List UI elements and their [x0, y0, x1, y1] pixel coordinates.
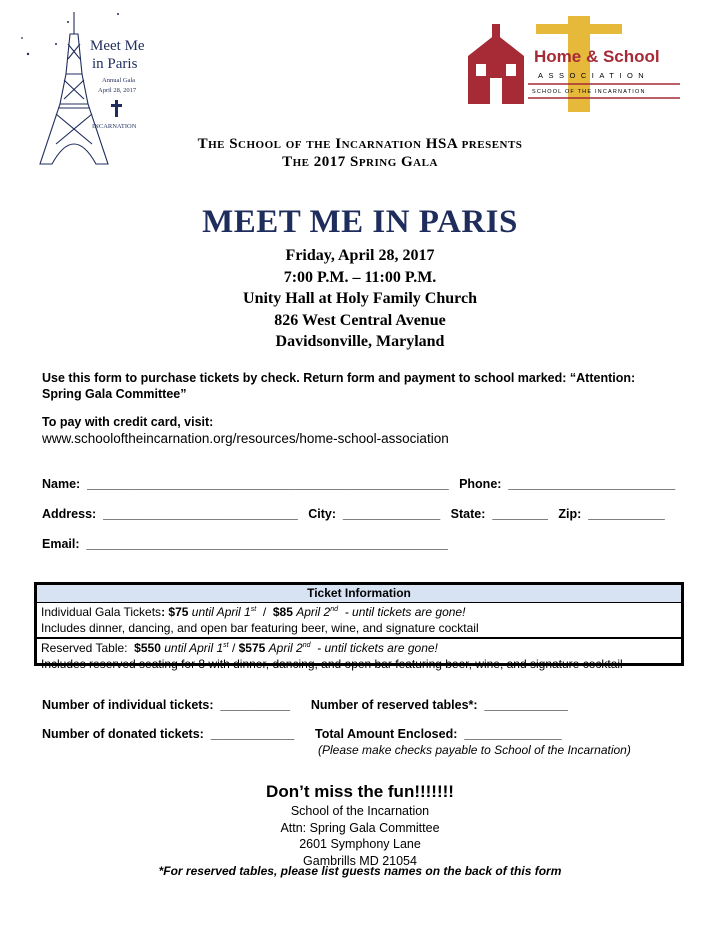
credit-card-url[interactable]: www.schooloftheincarnation.org/resources/home-school-association [42, 431, 449, 446]
reserved-table-description: Includes reserved seating for 8 with dinner, dancing, and open bar featuring beer, wine, and signature cocktail [41, 657, 623, 671]
name-phone-fields[interactable]: Name: ____________________________________________________ Phone: ________________________ [42, 477, 676, 491]
home-school-association-logo [462, 16, 682, 112]
event-city: Davidsonville, Maryland [275, 333, 445, 350]
event-street: 826 West Central Avenue [274, 312, 446, 329]
mailing-address-line-2: Attn: Spring Gala Committee [280, 820, 440, 835]
event-title: MEET ME IN PARIS [202, 204, 518, 240]
mailing-address-line-1: School of the Incarnation [290, 804, 430, 818]
address-city-state-zip-fields[interactable]: Address: ____________________________ City: ______________ State: ________ Zip: ___________ [42, 507, 665, 521]
logo-association-text: ASSOCIATION [538, 71, 650, 80]
event-venue: Unity Hall at Holy Family Church [243, 290, 477, 307]
logo-home-school-text: Home & School [534, 47, 660, 66]
ticket-table-header: Ticket Information [37, 585, 681, 603]
presents-line-2: The 2017 Spring Gala [282, 154, 438, 170]
ticket-information-table [34, 582, 684, 671]
event-date: Friday, April 28, 2017 [285, 247, 435, 264]
reserved-price-late: $575 [238, 641, 266, 655]
reserved-price-early: $550 [134, 641, 161, 655]
logo-text-meet: Meet Me [90, 38, 145, 54]
logo-text-date: April 28, 2017 [98, 87, 137, 94]
mailing-address-line-4: Gambrills MD 21054 [303, 853, 417, 868]
donated-and-total-fields[interactable]: Number of donated tickets: ____________ Total Amount Enclosed: ______________ [42, 727, 562, 741]
dont-miss-the-fun-heading: Don’t miss the fun!!!!!!! [266, 782, 454, 801]
presents-line-1: The School of the Incarnation HSA presents [197, 136, 523, 152]
mailing-address-line-3: 2601 Symphony Lane [299, 837, 421, 851]
individual-price-late: $85 [272, 605, 293, 619]
logo-text-incarnation: INCARNATION [92, 123, 137, 130]
email-field[interactable]: Email: ____________________________________________________ [42, 537, 448, 551]
event-time: 7:00 P.M. – 11:00 P.M. [283, 269, 437, 286]
individual-and-reserved-count-fields[interactable]: Number of individual tickets: __________ Number of reserved tables*: ____________ [42, 698, 568, 712]
logo-text-gala: Annual Gala [102, 77, 136, 84]
credit-card-label: To pay with credit card, visit: [42, 415, 214, 429]
check-instructions-line-2: Spring Gala Committee” [42, 387, 187, 401]
cross-icon [111, 100, 122, 117]
schoolhouse-icon [468, 24, 524, 104]
individual-price-early: $75 [168, 605, 189, 619]
reserved-table-label: Reserved Table: [41, 641, 128, 655]
logo-text-paris: in Paris [92, 56, 138, 72]
reserved-table-row: Reserved Table: $550 until April 1st / $575 April 2nd - until tickets are gone! Includes reserved seating for 8 with dinner, dancing, and open bar featuring beer, wine, and signature cocktail [41, 641, 623, 671]
crescent-moon-icon [39, 14, 56, 37]
logo-school-text: SCHOOL OF THE INCARNATION [532, 89, 646, 95]
check-instructions-line-1: Use this form to purchase tickets by check. Return form and payment to school marked: “Attention: [42, 371, 636, 385]
individual-ticket-label: Individual Gala Tickets [41, 605, 162, 619]
checks-payable-note: (Please make checks payable to School of the Incarnation) [318, 743, 631, 757]
individual-ticket-description: Includes dinner, dancing, and open bar featuring beer, wine, and signature cocktail [41, 621, 479, 635]
individual-ticket-row: Individual Gala Tickets: $75 until April 1st / $85 April 2nd - until tickets are gone! Includes dinner, dancing, and open bar featuring beer, wine, and signature cocktail [37, 603, 681, 639]
reserved-tables-footnote: *For reserved tables, please list guests names on the back of this form [158, 864, 562, 878]
